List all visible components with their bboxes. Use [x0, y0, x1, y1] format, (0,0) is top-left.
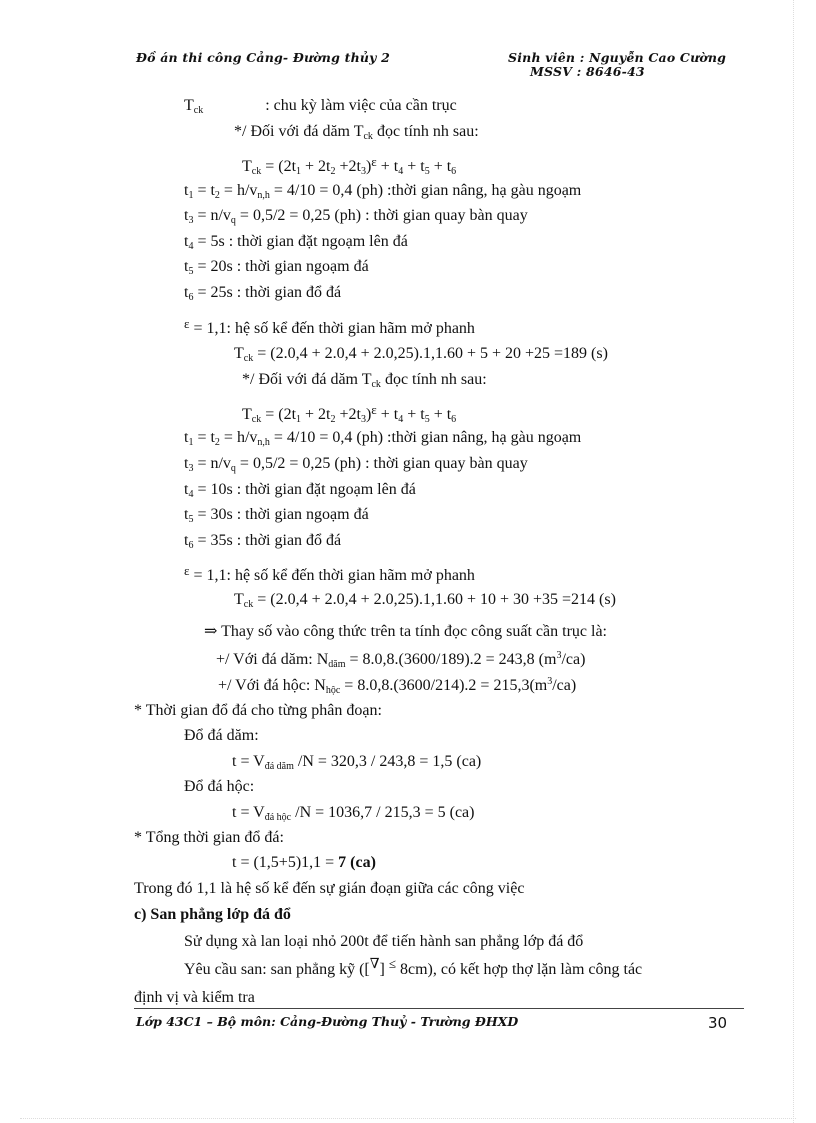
le-symbol: ≤	[388, 956, 396, 971]
dinh-vi-line: định vị và kiểm tra	[134, 989, 255, 1006]
s1-t5: $t_5 = 20s$ : thời gian ngoạm đá	[184, 258, 369, 277]
s2-formula: $T_{ck} = (2t_1 + 2t_2 +2t_3)^\varepsilon + t_4 + t_5 + t_6$	[242, 402, 457, 425]
s2-t1-t2: $t_1 = t_2 = h/v_{n,h} = 4/10 = 0,4$ (ph) :thời gian nâng, hạ gàu ngoạm	[184, 429, 582, 448]
t-hoc-line: $t = V_{đá hộc}$ /N = 1036,7 / 215,3 = 5 (ca)	[232, 804, 475, 823]
right-dotted-border	[793, 0, 794, 1123]
s2-result: $T_{ck} = (2.0,4 + 2.0,4 + 2.0,25).1,1.60 + 10 + 30 +35 =214$ (s)	[234, 591, 616, 610]
footer-left: Lớp 43C1 – Bộ môn: Cảng-Đường Thuỷ - Trường ĐHXD	[136, 1014, 519, 1029]
header-left: Đồ án thi công Cảng- Đường thủy 2	[136, 50, 391, 65]
n-dam-line: +/ Với đá dăm: $N_{dăm} = 8.0,8.(3600/189).2 = 243,8$ $(m^3/ca)$	[216, 650, 586, 670]
bottom-dotted-border	[20, 1118, 796, 1119]
arrow-icon: ⇒	[204, 623, 218, 640]
s1-t4: $t_4 = 5s$ : thời gian đặt ngoạm lên đá	[184, 233, 408, 252]
su-dung-line: Sử dụng xà lan loại nhỏ 200t để tiến hành san phẳng lớp đá đổ	[184, 933, 584, 950]
nabla-symbol: ∇	[369, 957, 380, 972]
tong-line: t = (1,5+5)1,1 = 7 (ca)	[232, 854, 376, 871]
header-student-id: MSSV : 8646-43	[530, 64, 645, 79]
n-hoc-line: +/ Với đá hộc: $N_{hộc} = 8.0,8.(3600/214).2 = 215,3(m^3/ca)$	[218, 676, 577, 696]
trong-do-line: Trong đó 1,1 là hệ số kể đến sự gián đoạn giữa các công việc	[134, 880, 525, 897]
s1-t1-t2: $t_1 = t_2 = h/v_{n,h} = 4/10 = 0,4$ (ph) :thời gian nâng, hạ gàu ngoạm	[184, 182, 582, 201]
tong-title: * Tổng thời gian đổ đá:	[134, 829, 284, 846]
s2-t5: $t_5 = 30s$ : thời gian ngoạm đá	[184, 506, 369, 525]
s1-result: $T_{ck} = (2.0,4 + 2.0,4 + 2.0,25).1,1.60 + 5 + 20 +25 =189$ (s)	[234, 345, 608, 364]
do-dam-label: Đổ đá dăm:	[184, 727, 259, 744]
s2-epsilon: $^\varepsilon$ = 1,1: hệ số kể đến thời gian hãm mở phanh	[184, 563, 475, 584]
do-hoc-label: Đổ đá hộc:	[184, 778, 255, 795]
section-c-heading: c) San phẳng lớp đá đổ	[134, 906, 291, 923]
s1-epsilon: $^\varepsilon$ = 1,1: hệ số kể đến thời gian hãm mở phanh	[184, 316, 475, 337]
s2-t6: $t_6 = 35s$ : thời gian đổ đá	[184, 532, 342, 551]
s2-t3: $t_3 = n/v_q = 0,5/2 = 0,25$ (ph) : thời gian quay bàn quay	[184, 455, 528, 474]
thay-so-line: ⇒ Thay số vào công thức trên ta tính đọc công suất cần trục là:	[204, 623, 607, 640]
s2-t4: $t_4 = 10s$ : thời gian đặt ngoạm lên đá	[184, 481, 416, 500]
header-student: Sinh viên : Nguyễn Cao Cường	[508, 50, 727, 65]
footer-rule	[134, 1008, 744, 1009]
tg-title: * Thời gian đổ đá cho từng phân đoạn:	[134, 702, 382, 719]
s1-t6: $t_6 = 25s$ : thời gian đổ đá	[184, 284, 342, 303]
yeu-cau-line: Yêu cầu san: san phẳng kỹ ([∇] ≤ 8cm), có kết hợp thợ lặn làm công tác	[184, 956, 643, 978]
s2-intro: */ Đối với đá dăm $T_{ck}$ đọc tính nh sau:	[242, 371, 487, 390]
s1-intro: */ Đối với đá dăm $T_{ck}$ đọc tính nh sau:	[234, 123, 479, 142]
t-dam-line: $t = V_{đá dăm}$ /N = 320,3 / 243,8 = 1,5 (ca)	[232, 753, 482, 772]
page-number: 30	[708, 1014, 728, 1032]
s1-formula: $T_{ck} = (2t_1 + 2t_2 +2t_3)^\varepsilon + t_4 + t_5 + t_6$	[242, 154, 457, 177]
s1-t3: $t_3 = n/v_q = 0,5/2 = 0,25$ (ph) : thời gian quay bàn quay	[184, 207, 528, 226]
tck-definition: $T_{ck}$ : chu kỳ làm việc của cần trục	[184, 97, 457, 116]
